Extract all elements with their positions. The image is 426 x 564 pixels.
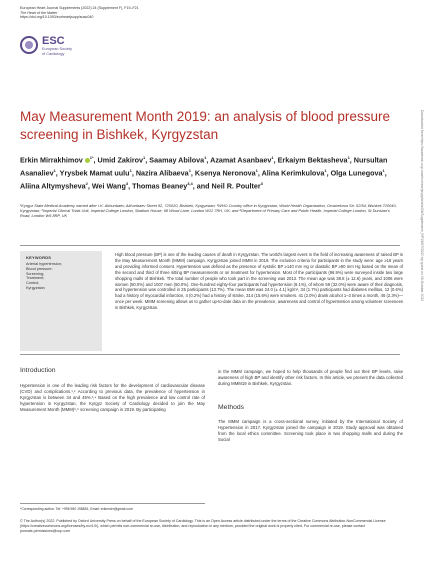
keyword-item: Control; [26,281,40,286]
author-name: Yrysbek Mamat uulu [59,168,130,178]
author-name: Nursultan Asanaliev [20,155,388,178]
author-name: Erkin Mirrakhimov [20,155,83,165]
journal-header [20,6,320,20]
author-affiliation-marker: 3 [125,180,129,186]
intro-text: Hypertension is one of the leading risk factors for the development of cardiovascular disease (CVD) and complications.¹,² According to previous data, the prevalence of hypertension in Kyrgyzstan is between 34 and 45%.³,⁴ Based on the high prevalence and low control rate of hypertension in Kyrgyzstan, the Kyrgyz Society of Cardiology decided to join the May Measurement Month (MMM)⁵,⁶ screening campaign in 2019. By participating [20,383,205,412]
author-affiliation-marker: 1 [255,167,258,173]
article-title: May Measurement Month 2019: an analysis of blood pressure screening in Bishkek, Kyrgyzstan [20,109,390,142]
keyword-item: Arterial hypertension; [26,262,62,266]
affiliations: ¹Kyrgyz State Medical Academy named after I.K. Akhunbaev, Akhunbaev Street 92, 720020, Bishkek, Kyrgyzstan; ²WHO Country office in Kyrgyzstan, World Health Organization, Orozbekova Str. 52/54, Bishkek 720040, Kyrgyzstan; ³Imperial Clinical Trials Unit, Imperial College London, Stadium House, 68 Wood Lane, London W12 7RH, UK; and ⁴Department of Primary Care and Public Health, Imperial College London, St Dunstan's Road, London W6 8RP, UK [20,203,397,219]
author-affiliation-marker: 1 [382,167,385,173]
author-name: Umid Zakirov [97,155,144,165]
keyword-item: Treatment; [26,276,45,281]
doi-link[interactable]: https://doi.org/10.1093/eurheartjsupp/suac040 [20,15,94,20]
intro-continued-text: in the MMM campaign, we hoped to help thousands of people find out their BP levels, raise awareness of high BP and identify other risk factors. In this article, we present the data collected during MMM19 in Bishkek, Kyrgyzstan. [218,369,403,386]
author-name: and Neil R. Poulter [196,181,261,191]
author-affiliation-marker: 1 [204,155,207,160]
author-affiliation-marker: 3 [260,180,263,186]
esc-logo-icon [20,36,38,54]
esc-society-name [42,47,72,56]
intro-heading: Introduction [20,367,56,374]
methods-heading: Methods [218,404,245,411]
author-affiliation-marker: 1 [271,155,274,160]
abstract: High blood pressure (BP) is one of the leading causes of death in Kyrgyzstan. The world's largest event in the field of increasing awareness of raised BP is the May Measurement Month (MMM) campaign. Kyrgyzstan joined MMM in 2019. The inclusion criteria for participants in the study were: age ≥18 years and providing informed consent. Hypertension was defined as the presence of systolic BP ≥140 mm Hg or diastolic BP ≥90 mm Hg based on the mean of the second and third of three sitting BP measurements or on treatment for hypertension. Most of the participants (96.9%) were surveyed inside two large shopping malls of Bishkek. The total number of people who took part in the screening was 2013. The mean age was 38.8 (± 12.6) years, and 1006 were women (50.0%) and 1007 men (50.0%). One-hundred eighty-four participants had hypertension (9.1%), of whom 59 (32.0%) were aware of their diagnosis, and hypertension was controlled in 25 participants (13.7%). The mean BMI was 24.0 (± 4.1) kg/m², 34 (1.7%) participants had diabetes mellitus, 12 (0.6%) had a history of myocardial infarction, 4 (0.2%) had a history of stroke, 314 (15.6%) were smokers. 41 (2.0%) drank alcohol 1–3 times a month, 46 (2.3%)—once per week. MMM screening allows us to gather up-to-date data on the prevalence, awareness and control of hypertension among volunteer screenees in Bishkek, Kyrgyzstan. [115,252,403,311]
author-name: Erkaiym Bektasheva [277,155,348,165]
journal-line: European Heart Journal Supplements (2022) 24 (Supplement F), F19–F21 [20,6,139,10]
author-affiliation-marker: 1 [347,155,350,160]
author-name: Alina Kerimkulova [261,168,325,178]
author-name: Azamat Asanbaev [210,155,272,165]
divider-top [20,245,400,246]
keywords-box [20,251,102,351]
download-watermark: Downloaded from https://academic.oup.com/eurheartjsupp/article/24/Supplement_F/F19/6705220 by guest on 08 October 2022 [420,110,424,302]
keywords-heading: KEYWORDS [26,255,52,260]
keyword-item: Screening; [26,271,45,276]
footnote-divider [20,503,205,504]
author-affiliation-marker: 1 [143,155,146,160]
author-name: Saamay Abilova [149,155,205,165]
author-name: Olga Lunegova [330,168,383,178]
esc-acronym: ESC [42,35,65,47]
author-affiliation-marker: 3,4 [187,180,193,186]
author-name: Ksenya Neronova [194,168,256,178]
author-affiliation-marker: 1 [324,167,327,173]
keyword-item: Blood pressure; [26,266,53,271]
methods-text: The MMM campaign is a cross-sectional survey, initiated by the International Society of Hypertension in 2017. Kyrgyzstan joined the campaign in 2019. Study approval was obtained from the local ethics committee. Screening took place in two shopping malls and during the Social [218,419,403,442]
society-line-2: of Cardiology [42,51,65,56]
author-name: Aliina Altymysheva [20,181,86,191]
society-line-1: European Society [42,47,72,51]
author-list: Erkin Mirrakhimov $^{1*}$, Umid Zakirov$^1$, Saamay Abilova$^1$, Azamat Asanbaev$^1$, Erkaiym Bektasheva$^1$, Nursultan Asanaliev$^1$, Yrysbek Mamat uulu$^1$, Nazira Alibaeva$^1$, Ksenya Neronova$^1$, Alina Kerimkulova$^1$, Olga Lunegova$^1$, Aliina Altymysheva$^2$, Wei Wang$^3$, Thomas Beaney$^{3,4}$, and Neil R. Poulter$^3$ [20,155,388,191]
esc-logo [20,33,100,63]
journal-subtitle: The Heart of the Matter [20,10,58,15]
author-affiliation-marker: 2 [85,180,88,186]
author-affiliation-marker: 1 [129,167,132,173]
license-footer: © The Author(s) 2022. Published by Oxford University Press on behalf of the European Society of Cardiology. This is an Open Access article distributed under the terms of the Creative Commons Attribution-NonCommercial License (https://creativecommons.org/licenses/by-nc/4.0/), which permits non-commercial re-use, distribution, and reproduction in any medium, provided the original work is properly cited. For commercial re-use, please contact journals.permissions@oup.com [20,519,386,533]
corresponding-author: *Corresponding author. Tel: +996 550 198851, Email: erkinmirr@gmail.com [20,507,133,511]
author-affiliation-marker: 1 [53,167,56,173]
keywords-list [26,262,96,291]
divider-bottom [20,354,400,355]
author-name: Wei Wang [91,181,126,191]
author-name: Nazira Alibaeva [135,168,189,178]
author-affiliation-marker: 1* [89,155,94,160]
keyword-item: Kyrgyzstan [26,285,45,290]
author-affiliation-marker: 1 [188,167,191,173]
author-name: Thomas Beaney [132,181,188,191]
